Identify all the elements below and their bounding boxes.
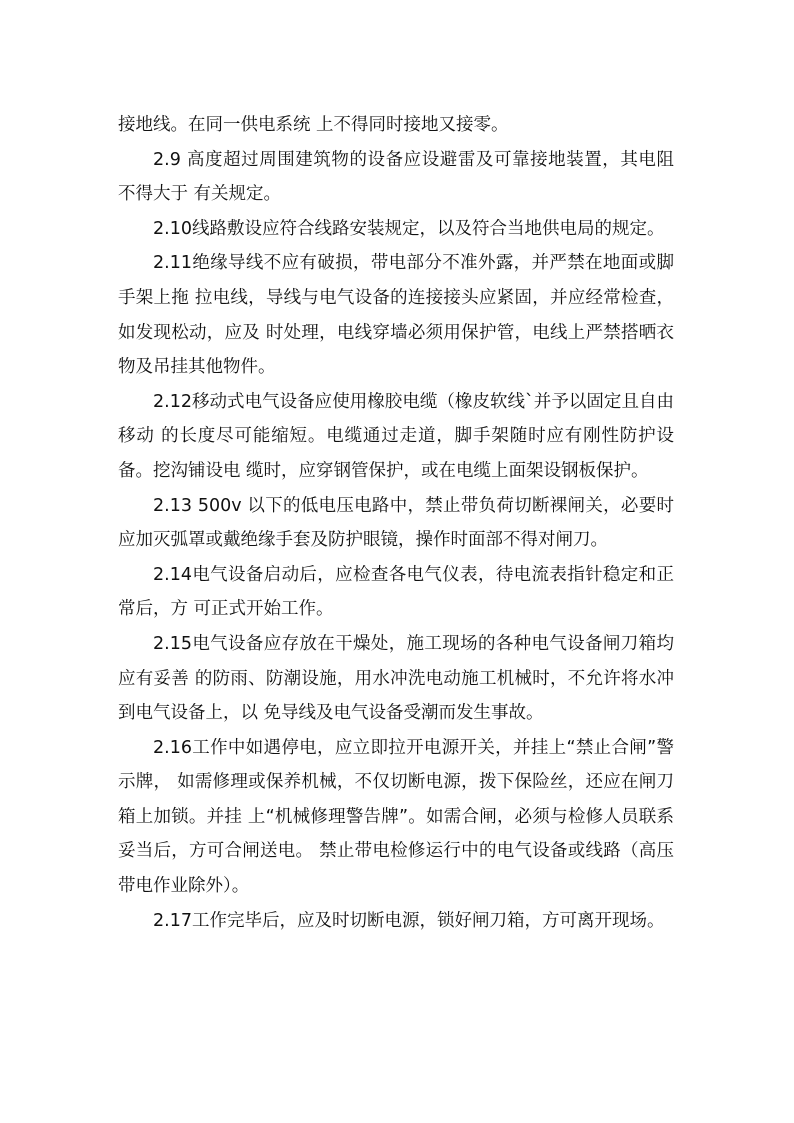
document-body xyxy=(118,108,674,938)
paragraph-2-17: 2.17工作完毕后，应及时切断电源，锁好闸刀箱，方可离开现场。 xyxy=(153,910,665,931)
paragraph-2-15: 2.15电气设备应存放在干燥处，施工现场的各种电气设备闸刀箱均应有妥善 的防雨、防潮设施，用水冲洗电动施工机械时，不允许将水冲到电气设备上，以 免导线及电气设备受潮而发生事故。 xyxy=(118,633,674,724)
paragraph-2-9: 2.9 高度超过周围建筑物的设备应设避雷及可靠接地装置，其电阻不得大于 有关规定。 xyxy=(118,149,674,205)
paragraph-2-16: 2.16工作中如遇停电，应立即拉开电源开关，并挂上“禁止合闸”警示牌， 如需修理或保养机械，不仅切断电源，拨下保险丝，还应在闸刀箱上加锁。并挂 上“机械修理警告牌”。如需合闸，必须与检修人员联系妥当后，方可合闸送电。 禁止带电检修运行中的电气设备或线路（高压带电作业除外）。 xyxy=(118,737,674,897)
paragraph-2-14: 2.14电气设备启动后，应检查各电气仪表，待电流表指针稳定和正常后，方 可正式开始工作。 xyxy=(118,564,674,620)
paragraph-grounding-continuation: 接地线。在同一供电系统 上不得同时接地又接零。 xyxy=(118,115,509,135)
paragraph-2-12: 2.12移动式电气设备应使用橡胶电缆（橡皮软线`并予以固定且自由移动 的长度尽可能缩短。电缆通过走道，脚手架随时应有刚性防护设备。挖沟铺设电 缆时，应穿钢管保护，或在电缆上面架设钢板保护。 xyxy=(118,391,674,481)
paragraph-2-13: 2.13 500v 以下的低电压电路中，禁止带负荷切断裸闸关，必要时应加灭弧罩或戴绝缘手套及防护眼镜，操作时面部不得对闸刀。 xyxy=(118,495,674,551)
paragraph-2-10: 2.10线路敷设应符合线路安装规定，以及符合当地供电局的规定。 xyxy=(153,218,665,239)
paragraph-2-11: 2.11绝缘导线不应有破损，带电部分不准外露，并严禁在地面或脚手架上拖 拉电线，导线与电气设备的连接接头应紧固，并应经常检查，如发现松动，应及 时处理，电线穿墙必须用保护管，电线上严禁搭晒衣物及吊挂其他物件。 xyxy=(118,253,674,378)
